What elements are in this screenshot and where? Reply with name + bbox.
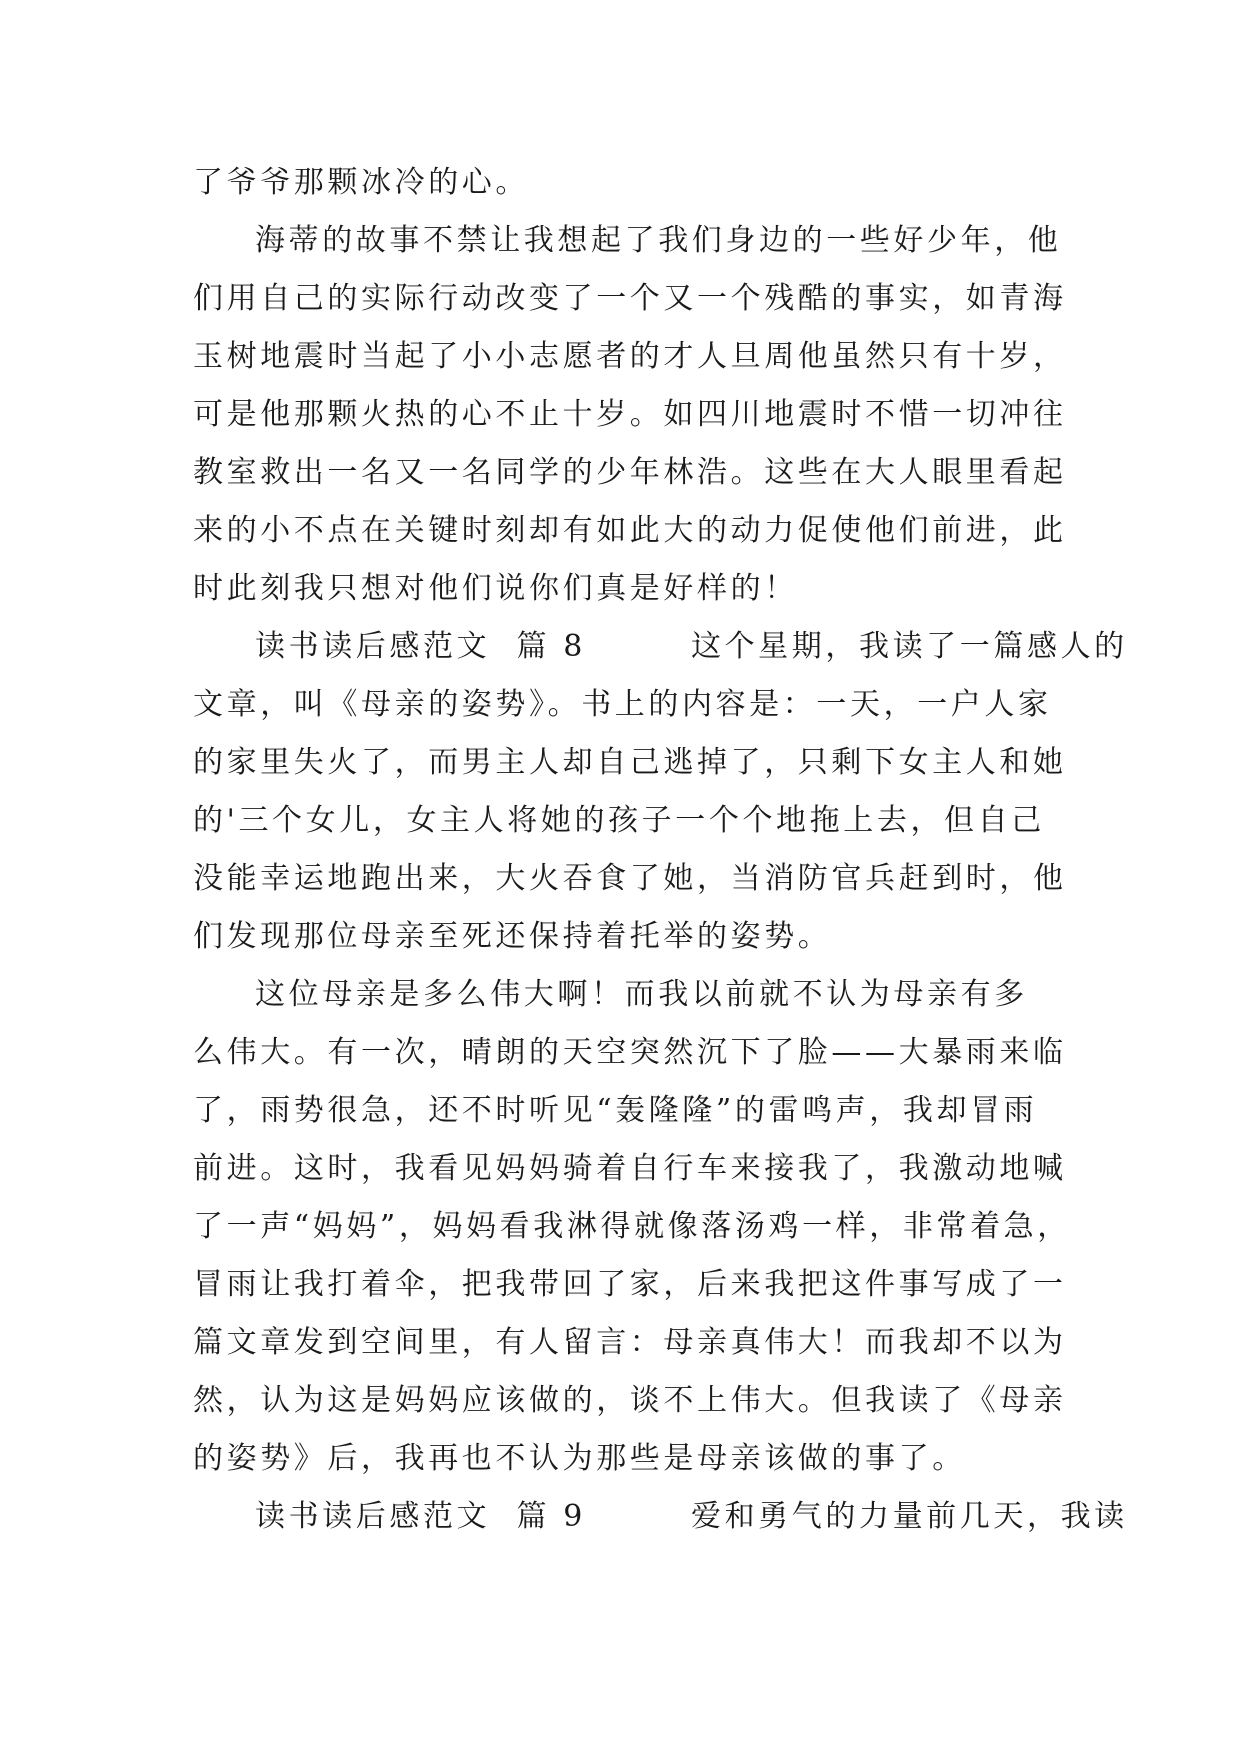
text-line: 时此刻我只想对他们说你们真是好样的！ — [193, 571, 798, 606]
text-line: 可是他那颗火热的心不止十岁。如四川地震时不惜一切冲往 — [193, 397, 1067, 432]
text-line: 冒雨让我打着伞，把我带回了家，后来我把这件事写成了一 — [193, 1267, 1067, 1302]
text-line: 没能幸运地跑出来，大火吞食了她，当消防官兵赶到时，他 — [193, 861, 1067, 896]
paragraph-start-line: 这位母亲是多么伟大啊！而我以前就不认为母亲有多 — [255, 977, 1028, 1012]
text-line: 文章，叫《母亲的姿势》。书上的内容是：一天，一户人家 — [193, 687, 1052, 722]
text-line: 了一声“妈妈”，妈妈看我淋得就像落汤鸡一样，非常着急， — [193, 1209, 1071, 1244]
section-heading-line: 读书读后感范文 篇 8 这个星期，我读了一篇感人的 — [255, 629, 1128, 664]
paragraph-start-line: 海蒂的故事不禁让我想起了我们身边的一些好少年，他 — [255, 223, 1062, 258]
text-line: 了，雨势很急，还不时听见“轰隆隆”的雷鸣声，我却冒雨 — [193, 1093, 1038, 1128]
text-line: 么伟大。有一次，晴朗的天空突然沉下了脸——大暴雨来临 — [193, 1035, 1067, 1070]
text-line: 玉树地震时当起了小小志愿者的才人旦周他虽然只有十岁， — [193, 339, 1067, 374]
text-line: 了爷爷那颗冰冷的心。 — [193, 165, 529, 200]
text-line: 们用自己的实际行动改变了一个又一个残酷的事实，如青海 — [193, 281, 1067, 316]
text-line: 的'三个女儿，女主人将她的孩子一个个地拖上去，但自己 — [193, 803, 1045, 838]
text-line: 前进。这时，我看见妈妈骑着自行车来接我了，我激动地喊 — [193, 1151, 1067, 1186]
text-line: 篇文章发到空间里，有人留言：母亲真伟大！而我却不以为 — [193, 1325, 1067, 1360]
text-line: 们发现那位母亲至死还保持着托举的姿势。 — [193, 919, 832, 954]
text-line: 来的小不点在关键时刻却有如此大的动力促使他们前进，此 — [193, 513, 1067, 548]
text-line: 的姿势》后，我再也不认为那些是母亲该做的事了。 — [193, 1441, 966, 1476]
section-heading-line: 读书读后感范文 篇 9 爱和勇气的力量前几天，我读 — [255, 1499, 1128, 1534]
text-line: 教室救出一名又一名同学的少年林浩。这些在大人眼里看起 — [193, 455, 1067, 490]
text-line: 然，认为这是妈妈应该做的，谈不上伟大。但我读了《母亲 — [193, 1383, 1067, 1418]
text-line: 的家里失火了，而男主人却自己逃掉了，只剩下女主人和她 — [193, 745, 1067, 780]
document-body — [193, 154, 1128, 1546]
